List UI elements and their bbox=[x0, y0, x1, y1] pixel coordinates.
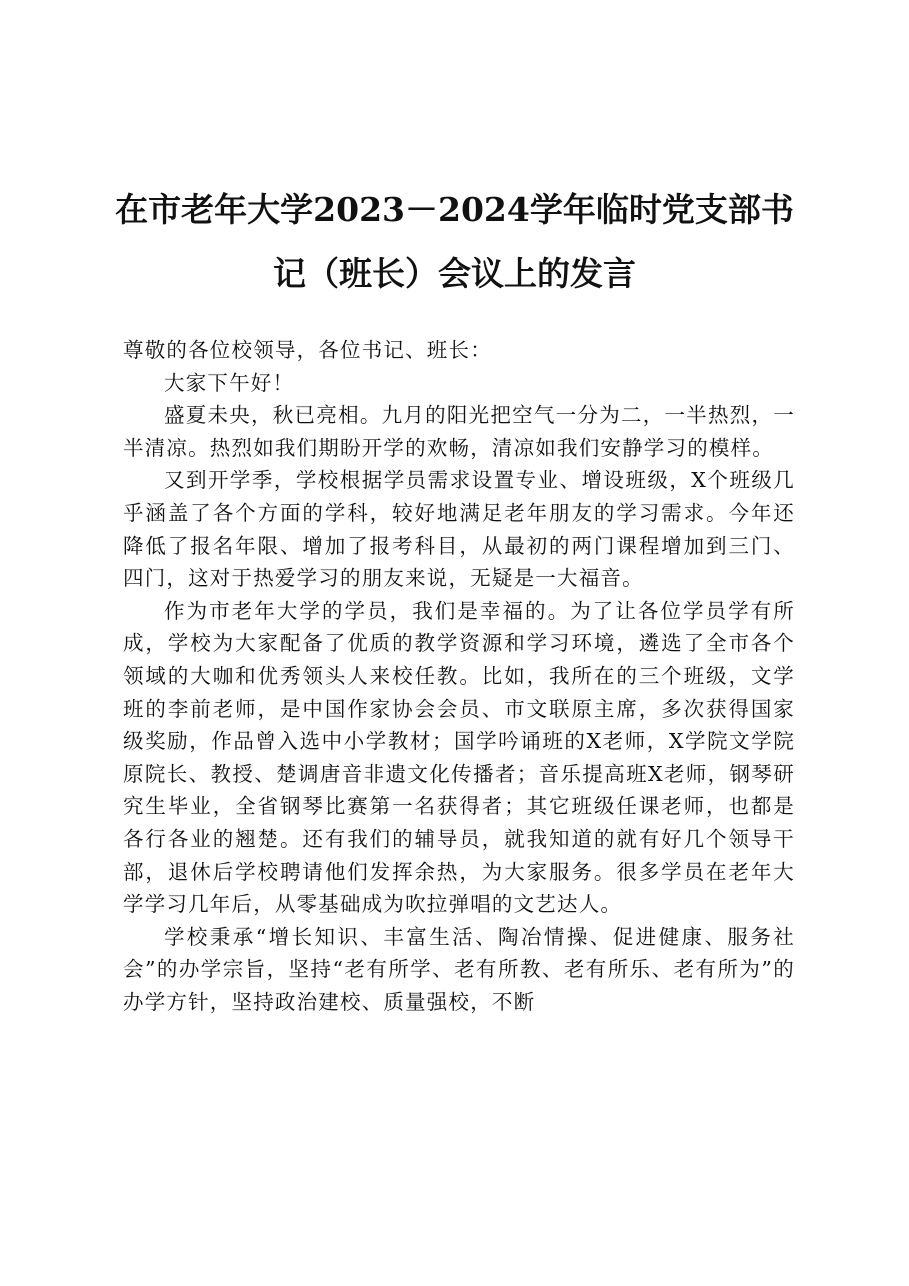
document-body bbox=[123, 334, 795, 1018]
paragraph-1: 盛夏未央，秋已亮相。九月的阳光把空气一分为二，一半热烈，一半清凉。热烈如我们期盼开学的欢畅，清凉如我们安静学习的模样。 bbox=[123, 403, 795, 460]
paragraph-greeting: 大家下午好！ bbox=[164, 370, 295, 395]
salutation: 尊敬的各位校领导，各位书记、班长： bbox=[123, 338, 492, 362]
paragraph-4: 学校秉承“增长知识、丰富生活、陶冶情操、促进健康、服务社会”的办学宗旨，坚持“老有所学、老有所教、老有所乐、老有所为”的办学方针，坚持政治建校、质量强校，不断 bbox=[123, 924, 795, 1014]
title-line-2: 记（班长）会议上的发言 bbox=[273, 254, 636, 293]
document-title bbox=[110, 178, 799, 306]
paragraph-3: 作为市老年大学的学员，我们是幸福的。为了让各位学员学有所成，学校为大家配备了优质的教学资源和学习环境，遴选了全市各个领域的大咖和优秀领头人来校任教。比如，我所在的三个班级，文学班的李前老师，是中国作家协会会员、市文联原主席，多次获得国家级奖励，作品曾入选中小学教材；国学吟诵班的X老师，X学院文学院原院长、教授、楚调唐音非遗文化传播者；音乐提高班X老师，钢琴研究生毕业，全省钢琴比赛第一名获得者；其它班级任课老师，也都是各行各业的翘楚。还有我们的辅导员，就我知道的就有好几个领导干部，退休后学校聘请他们发挥余热，为大家服务。很多学员在老年大学学习几年后，从零基础成为吹拉弹唱的文艺达人。 bbox=[123, 598, 795, 917]
paragraph-2: 又到开学季，学校根据学员需求设置专业、增设班级，X个班级几乎涵盖了各个方面的学科，较好地满足老年朋友的学习需求。今年还降低了报名年限、增加了报考科目，从最初的两门课程增加到三门、四门，这对于热爱学习的朋友来说，无疑是一大福音。 bbox=[123, 468, 795, 591]
title-line-1: 在市老年大学2023－2024学年临时党支部书 bbox=[115, 190, 794, 229]
